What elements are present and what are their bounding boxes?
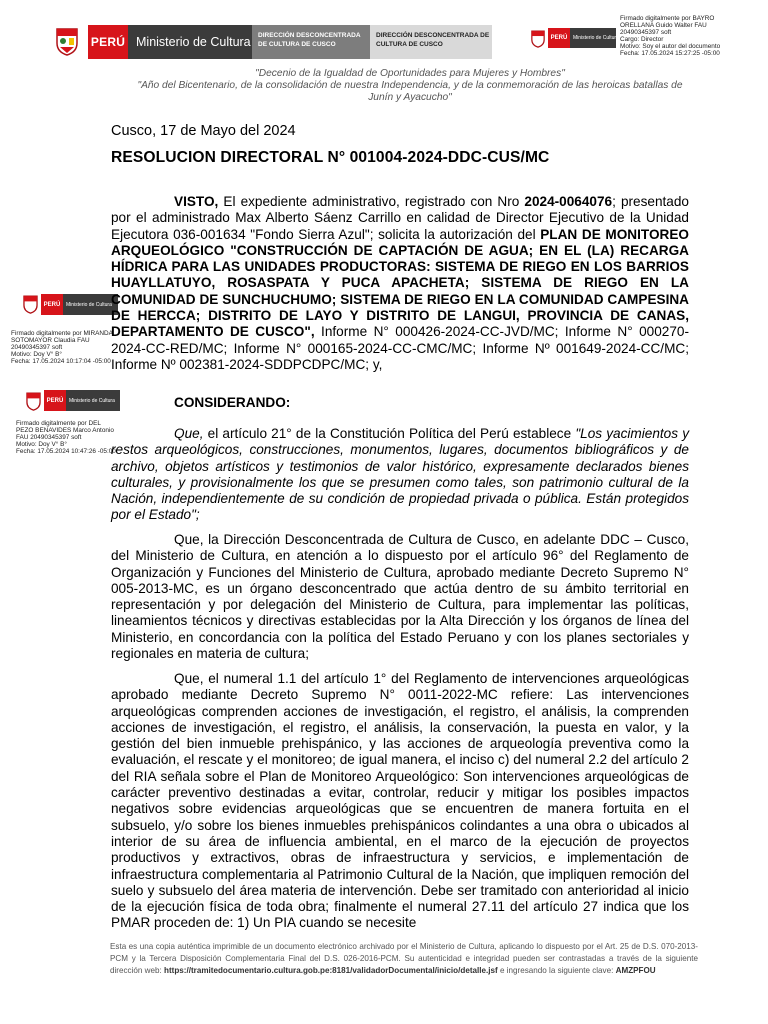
peru-coat-of-arms-icon [530, 29, 546, 48]
mini-ministry-logo: Ministerio de Cultura [66, 390, 120, 411]
mini-peru-logo: PERÚ [548, 28, 570, 48]
motto-line-3: Junín y Ayacucho" [368, 92, 452, 103]
peru-coat-of-arms-icon [25, 391, 42, 411]
visto-paragraph: VISTO, El expediente administrativo, registrado con Nro 2024-0064076; presentado por el administrado Max Alberto Sáenz Carrillo en calidad de Director Ejecutivo de la Unidad Ejecutora 036-001634 "Fondo Sierra Azul"; solicita la autorización del PLAN DE MONITOREO ARQUEOLÓGICO "CONSTRUCCIÓN DE CAPTACIÓN DE AGUA; EN EL (LA) RECARGA HÍDRICA PARA LAS UNIDADES PRODUCTORAS: SISTEMA DE RIEGO EN LOS BARRIOS HUAYLLATUYO, ROSASPATA Y PUCA APACHETA; SISTEMA DE RIEGO EN LA COMUNIDAD DE SUNCHUCHUMO; SISTEMA DE RIEGO EN LA COMUNIDAD CAMPESINA DE HERCCA; DISTRITO DE LAYO Y DISTRITO DE LANGUI, PROVINCIA DE CANAS, DEPARTAMENTO DE CUSCO", Informe N° 000426-2024-CC-JVD/MC; Informe N° 000270-2024-CC-RED/MC; Informe N° 000165-2024-CC-CMC/MC; Informe Nº 001649-2024-CC/MC; Informe Nº 002381-2024-SDDPCDPC/MC; y, [111, 194, 689, 372]
document-date: Cusco, 17 de Mayo del 2024 [111, 123, 296, 139]
signature-text: Firmado digitalmente por DEL PEZO BENAVIDES Marco Antonio FAU 20490345397 soft Motivo: Doy V° B° Fecha: 17.05.2024 10:47:26 -05:00 [16, 420, 116, 455]
ddc-label-light: DIRECCIÓN DESCONCENTRADA DE CULTURA DE CUSCO [370, 25, 492, 59]
signature-text: Firmado digitalmente por BAYRO ORELLANA Guido Walter FAU 20490345397 soft Cargo: Director Motivo: Soy el autor del documento Fecha: 17.05.2024 15:27:25 -05:00 [620, 15, 721, 57]
plan-title: PLAN DE MONITOREO ARQUEOLÓGICO "CONSTRUCCIÓN DE CAPTACIÓN DE AGUA; EN EL (LA) RECARGA HÍDRICA PARA LAS UNIDADES PRODUCTORAS: SISTEMA DE RIEGO EN LOS BARRIOS HUAYLLATUYO, ROSASPATA Y PUCA APACHETA; SISTEMA DE RIEGO EN LA COMUNIDAD DE SUNCHUCHUMO; SISTEMA DE RIEGO EN LA COMUNIDAD CAMPESINA DE HERCCA; DISTRITO DE LAYO Y DISTRITO DE LANGUI, PROVINCIA DE CANAS, DEPARTAMENTO DE CUSCO", [111, 226, 689, 340]
peru-logo: PERÚ [88, 25, 128, 59]
mini-peru-logo: PERÚ [44, 390, 66, 411]
validation-key: AMZPFOU [615, 966, 656, 976]
peru-coat-of-arms-icon [22, 294, 39, 314]
considerando-paragraph-1: Que, el artículo 21° de la Constitución Política del Perú establece "Los yacimientos y restos arqueológicos, construcciones, monumentos, lugares, documentos bibliográficos y de archivo, objetos artísticos y testimonios de valor histórico, expresamente declarados bienes culturales, y provisionalmente los que se presumen como tales, son patrimonio cultural de la Nación, independientemente de su condición de propiedad privada o pública. Están protegidos por el Estado"; [111, 426, 690, 523]
mini-ministry-logo: Ministerio de Cultura [570, 28, 616, 48]
visto-label: VISTO, [174, 194, 219, 209]
ddc-label-dark: DIRECCIÓN DESCONCENTRADA DE CULTURA DE CUSCO [252, 25, 370, 59]
ministry-logo: Ministerio de Cultura [128, 25, 252, 59]
document-title: RESOLUCION DIRECTORAL N° 001004-2024-DDC-CUS/MC [111, 149, 550, 166]
validation-footer: Esta es una copia auténtica imprimible de un documento electrónico archivado por el Ministerio de Cultura, aplicando lo dispuesto por el Art. 25 de D.S. 070-2013-PCM y la Tercera Disposición Complementaria Final del D.S. 026-2016-PCM. Su autenticidad e integridad pueden ser contrastadas a través de la siguiente dirección web: https://tramitedocumentario.cultura.gob.pe:8181/validadorDocumental/inicio/detalle.jsf e ingresando la siguiente clave: AMZPFOU [110, 942, 698, 976]
motto-line-2: "Año del Bicentenario, de la consolidación de nuestra Independencia, y de la conmemoración de las heroicas batallas de [137, 80, 683, 91]
motto-line-1: "Decenio de la Igualdad de Oportunidades para Mujeres y Hombres" [255, 68, 565, 79]
considerando-paragraph-2: Que, la Dirección Desconcentrada de Cultura de Cusco, en adelante DDC – Cusco, del Ministerio de Cultura, en atención a lo dispuesto por el artículo 96° del Reglamento de Organización y Funciones del Ministerio de Cultura, aprobado mediante Decreto Supremo N° 005-2013-MC, es un órgano desconcentrado que actúa dentro de su ámbito territorial en representación y por delegación del Ministerio de Cultura, para implementar las políticas, lineamientos técnicos y directivas establecidas por la Alta Dirección y los órganos de línea del Ministerio, en concordancia con la política del Estado Peruano y con los planes sectoriales y regionales en materia de cultura; [111, 532, 689, 662]
peru-coat-of-arms-icon [54, 26, 80, 56]
constitution-quote: "Los yacimientos y restos arqueológicos, construcciones, monumentos, lugares, documentos bibliográficos y de archivo, objetos artísticos y testimonios de valor histórico, expresamente declarados bienes culturales, y provisionalmente los que se presumen como tales, son patrimonio cultural de la Nación, independientemente de su condición de propiedad privada o pública. Están protegidos por el Estado"; [111, 426, 690, 523]
mini-ministry-logo: Ministerio de Cultura [63, 294, 118, 315]
signature-text: Firmado digitalmente por MIRANDA SOTOMAYOR Claudia FAU 20490345397 soft Motivo: Doy V° B° Fecha: 17.05.2024 10:17:04 -05:00 [11, 330, 113, 365]
mini-peru-logo: PERÚ [41, 294, 63, 315]
validation-url-link[interactable]: https://tramitedocumentario.cultura.gob.pe:8181/validadorDocumental/inicio/detalle.jsf [164, 966, 498, 976]
expediente-number: 2024-0064076 [524, 194, 613, 209]
considerando-paragraph-3: Que, el numeral 1.1 del artículo 1° del Reglamento de intervenciones arqueológicas aprobado mediante Decreto Supremo N° 0011-2022-MC refiere: Las intervenciones arqueológicas comprenden acciones de investigación, el registro, el análisis, la comprenden acciones de investigación, el registro, el análisis, la conservación, la puesta en valor, y la gestión del bien inmueble prehispánico, y las acciones de arqueología preventiva como la evaluación, el rescate y el monitoreo; de igual manera, el inciso c) del numeral 2.2 del artículo 2 del RIA señala sobre el Plan de Monitoreo Arqueológico: Son intervenciones arqueológicas de carácter preventivo destinadas a evitar, controlar, reducir y mitigar los posibles impactos negativos sobre evidencias arqueológicas que se encuentren de manera fortuita en el subsuelo, y/o sobre los bienes inmuebles prehispánicos colindantes a una obra o ubicados al interior de su área de influencia ambiental, en el marco de la ejecución de proyectos productivos y extractivos, obras de infraestructura y servicios, e implementación de infraestructura complementaria al Patrimonio Cultural de la Nación, que impliquen remoción del suelo y subsuelo del área materia de intervención. Debe ser tramitado con anterioridad al inicio de la ejecución física de toda obra; finalmente el numeral 27.11 del artículo 27 indica que los PMAR proceden de: 1) Un PIA cuando se necesite [111, 671, 689, 931]
considerando-heading: CONSIDERANDO: [174, 395, 291, 410]
